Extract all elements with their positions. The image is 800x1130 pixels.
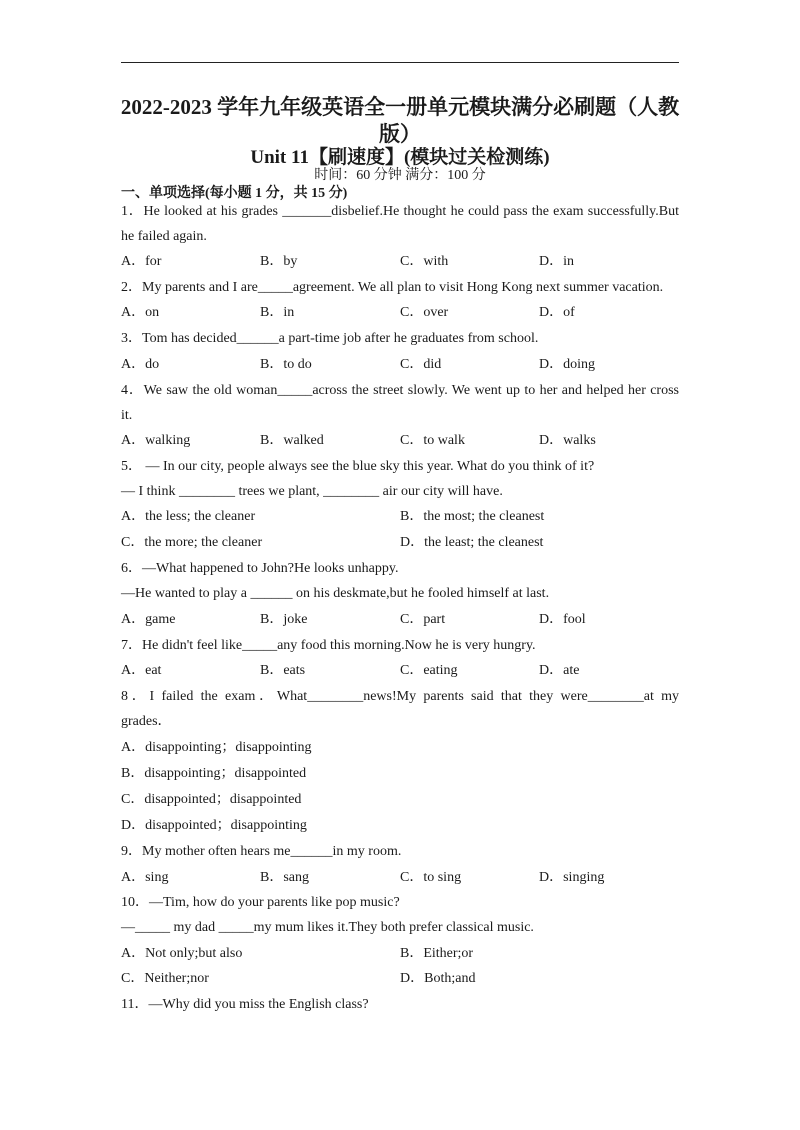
q1-option-d[interactable]: D．in	[539, 254, 574, 269]
q8-option-d[interactable]: D．disappointed；disappointing	[121, 818, 307, 833]
title-line-1b: 版）	[379, 122, 421, 146]
q2-option-c[interactable]: C．over	[400, 305, 449, 320]
q9-option-c[interactable]: C．to sing	[400, 870, 462, 885]
question-5-stem-line-2: — I think ________ trees we plant, ________ air our city will have.	[121, 484, 503, 499]
q3-option-b[interactable]: B．to do	[260, 357, 312, 372]
question-10-stem-line-2: —_____ my dad _____my mum likes it.They both prefer classical music.	[121, 920, 534, 935]
question-9-stem-line-1: 9．My mother often hears me______in my room.	[121, 844, 402, 859]
header-rule	[121, 62, 679, 63]
q10-option-a[interactable]: A．Not only;but also	[121, 946, 243, 961]
q9-option-b[interactable]: B．sang	[260, 870, 309, 885]
q3-option-d[interactable]: D．doing	[539, 357, 595, 372]
title-line-1: 2022-2023 学年九年级英语全一册单元模块满分必刷题（人教	[120, 95, 680, 119]
q1-option-b[interactable]: B．by	[260, 254, 298, 269]
question-6-stem-line-1: 6．—What happened to John?He looks unhappy.	[121, 561, 399, 576]
question-4-stem-line-2: it.	[121, 408, 133, 423]
question-11-stem-line-1: 11．—Why did you miss the English class?	[121, 997, 369, 1012]
q7-option-d[interactable]: D．ate	[539, 663, 580, 678]
q2-option-b[interactable]: B．in	[260, 305, 295, 320]
q7-option-c[interactable]: C．eating	[400, 663, 458, 678]
q8-option-a[interactable]: A．disappointing；disappointing	[121, 740, 312, 755]
section-heading: 一、单项选择(每小题 1 分，共 15 分)	[121, 186, 348, 201]
q2-option-a[interactable]: A．on	[121, 305, 160, 320]
q10-option-b[interactable]: B．Either;or	[400, 946, 474, 961]
question-2-stem-line-1: 2．My parents and I are_____agreement. We all plan to visit Hong Kong next summer vacation.	[121, 280, 664, 295]
q9-option-d[interactable]: D．singing	[539, 870, 605, 885]
q3-option-a[interactable]: A．do	[121, 357, 160, 372]
document-subtitle: Unit 11【刷速度】(模块过关检测练)	[250, 147, 550, 168]
q5-option-a[interactable]: A．the less; the cleaner	[121, 509, 256, 524]
q4-option-d[interactable]: D．walks	[539, 433, 596, 448]
q1-option-a[interactable]: A．for	[121, 254, 162, 269]
q6-option-a[interactable]: A．game	[121, 612, 176, 627]
q7-option-a[interactable]: A．eat	[121, 663, 162, 678]
question-4-stem-line-1: 4．We saw the old woman_____across the street slowly. We went up to her and helped her cross	[121, 383, 679, 398]
q8-option-b[interactable]: B．disappointing；disappointed	[121, 766, 307, 781]
q4-option-c[interactable]: C．to walk	[400, 433, 465, 448]
q6-option-c[interactable]: C．part	[400, 612, 446, 627]
question-1-stem-line-1: 1．He looked at his grades _______disbelief.He thought he could pass the exam successfully.But	[121, 204, 679, 219]
exam-meta: 时间：60 分钟 满分：100 分	[314, 168, 486, 183]
question-7-stem-line-1: 7．He didn't feel like_____any food this morning.Now he is very hungry.	[121, 638, 536, 653]
q6-option-d[interactable]: D．fool	[539, 612, 586, 627]
q3-option-c[interactable]: C．did	[400, 357, 442, 372]
question-1-stem-line-2: he failed again.	[121, 229, 207, 244]
q5-option-d[interactable]: D．the least; the cleanest	[400, 535, 544, 550]
q6-option-b[interactable]: B．joke	[260, 612, 308, 627]
q1-option-c[interactable]: C．with	[400, 254, 449, 269]
question-5-stem-line-1: 5． — In our city, people always see the blue sky this year. What do you think of it?	[121, 459, 595, 474]
q10-option-d[interactable]: D．Both;and	[400, 971, 476, 986]
q5-option-c[interactable]: C．the more; the cleaner	[121, 535, 263, 550]
q8-option-c[interactable]: C．disappointed；disappointed	[121, 792, 302, 807]
q10-option-c[interactable]: C．Neither;nor	[121, 971, 209, 986]
question-8-stem-line-2: grades．	[121, 714, 172, 729]
document-title	[120, 94, 680, 148]
question-3-stem-line-1: 3．Tom has decided______a part-time job after he graduates from school.	[121, 331, 539, 346]
question-6-stem-line-2: —He wanted to play a ______ on his deskmate,but he fooled himself at last.	[121, 586, 550, 601]
q4-option-a[interactable]: A．walking	[121, 433, 191, 448]
question-10-stem-line-1: 10．—Tim, how do your parents like pop music?	[121, 895, 400, 910]
q5-option-b[interactable]: B．the most; the cleanest	[400, 509, 545, 524]
q9-option-a[interactable]: A．sing	[121, 870, 169, 885]
q4-option-b[interactable]: B．walked	[260, 433, 324, 448]
question-8-stem-line-1: 8．I failed the exam．What________news!My parents said that they were________at my	[121, 689, 679, 704]
q7-option-b[interactable]: B．eats	[260, 663, 306, 678]
q2-option-d[interactable]: D．of	[539, 305, 575, 320]
